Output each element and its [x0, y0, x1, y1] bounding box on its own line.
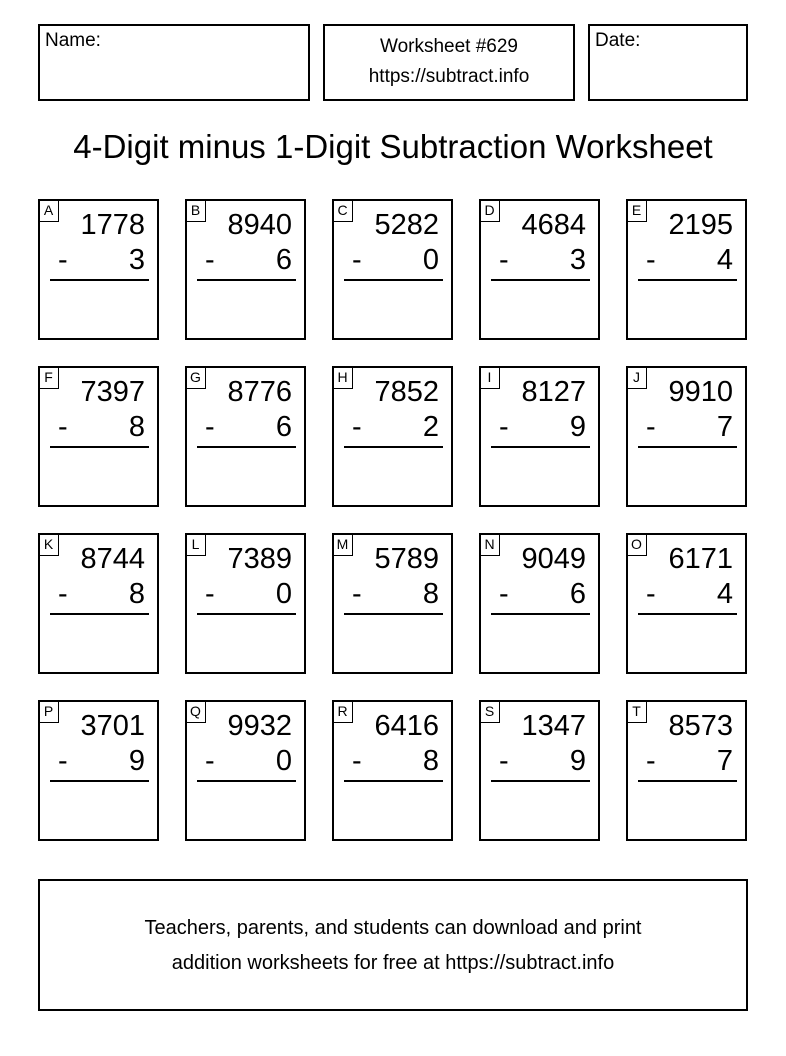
subtrahend: 4 [716, 244, 733, 276]
problem-card[interactable] [38, 700, 159, 841]
answer-line [197, 613, 296, 615]
footer-line-2: addition worksheets for free at https://subtract.info [171, 952, 615, 974]
problem-letter: Q [186, 701, 206, 723]
answer-line [344, 780, 443, 782]
answer-line [638, 780, 737, 782]
problem-letter: B [186, 200, 206, 222]
answer-line [197, 780, 296, 782]
minus-sign: - [499, 578, 509, 610]
answer-line [50, 446, 149, 448]
answer-line [50, 613, 149, 615]
minus-sign: - [58, 411, 68, 443]
minuend: 7389 [227, 543, 292, 575]
minuend: 1347 [521, 710, 586, 742]
problem-card[interactable] [332, 700, 453, 841]
minus-sign: - [646, 745, 656, 777]
problem-letter: N [480, 534, 500, 556]
subtrahend: 7 [716, 411, 733, 443]
date-field[interactable] [588, 24, 748, 101]
minus-sign: - [58, 745, 68, 777]
problem-letter: G [186, 367, 206, 389]
minus-sign: - [499, 244, 509, 276]
minus-sign: - [205, 745, 215, 777]
answer-line [491, 780, 590, 782]
subtrahend: 9 [128, 745, 145, 777]
minuend: 6171 [668, 543, 733, 575]
minuend: 3701 [80, 710, 145, 742]
problem-letter: J [627, 367, 647, 389]
subtrahend: 0 [275, 578, 292, 610]
problem-card[interactable] [38, 199, 159, 340]
minuend: 9932 [227, 710, 292, 742]
problem-letter: F [39, 367, 59, 389]
footer-line-1: Teachers, parents, and students can download and print [144, 917, 642, 939]
problem-letter: D [480, 200, 500, 222]
answer-line [638, 279, 737, 281]
minuend: 2195 [668, 209, 733, 241]
subtrahend: 6 [569, 578, 586, 610]
minuend: 7397 [80, 376, 145, 408]
subtrahend: 7 [716, 745, 733, 777]
problem-card[interactable] [626, 199, 747, 340]
date-label: Date: [595, 30, 641, 51]
problem-letter: I [480, 367, 500, 389]
minuend: 8573 [668, 710, 733, 742]
minus-sign: - [352, 411, 362, 443]
minuend: 8776 [227, 376, 292, 408]
problem-card[interactable] [332, 533, 453, 674]
minus-sign: - [646, 411, 656, 443]
problem-letter: P [39, 701, 59, 723]
subtrahend: 8 [128, 578, 145, 610]
problem-letter: T [627, 701, 647, 723]
minus-sign: - [205, 411, 215, 443]
answer-line [50, 279, 149, 281]
problem-card[interactable] [185, 366, 306, 507]
subtrahend: 6 [275, 411, 292, 443]
minus-sign: - [646, 244, 656, 276]
subtrahend: 4 [716, 578, 733, 610]
problem-card[interactable] [479, 366, 600, 507]
problem-card[interactable] [332, 199, 453, 340]
footer-note [38, 879, 748, 1011]
name-field[interactable] [38, 24, 310, 101]
minus-sign: - [646, 578, 656, 610]
minuend: 9910 [668, 376, 733, 408]
answer-line [344, 279, 443, 281]
page-title: 4-Digit minus 1-Digit Subtraction Worksheet [73, 128, 713, 165]
minus-sign: - [205, 578, 215, 610]
minuend: 4684 [521, 209, 586, 241]
subtrahend: 0 [275, 745, 292, 777]
problem-card[interactable] [38, 533, 159, 674]
worksheet-url: https://subtract.info [368, 66, 530, 87]
minus-sign: - [205, 244, 215, 276]
subtrahend: 2 [422, 411, 439, 443]
answer-line [491, 446, 590, 448]
minus-sign: - [352, 578, 362, 610]
problem-letter: L [186, 534, 206, 556]
minuend: 8127 [521, 376, 586, 408]
minus-sign: - [58, 244, 68, 276]
problem-letter: K [39, 534, 59, 556]
minus-sign: - [499, 411, 509, 443]
problem-card[interactable] [185, 533, 306, 674]
subtrahend: 3 [128, 244, 145, 276]
problem-card[interactable] [185, 700, 306, 841]
minuend: 8940 [227, 209, 292, 241]
problem-card[interactable] [479, 199, 600, 340]
answer-line [491, 613, 590, 615]
answer-line [638, 446, 737, 448]
problem-card[interactable] [479, 533, 600, 674]
answer-line [638, 613, 737, 615]
problem-letter: H [333, 367, 353, 389]
name-label: Name: [45, 30, 101, 51]
problem-letter: O [627, 534, 647, 556]
subtrahend: 8 [422, 745, 439, 777]
minuend: 6416 [374, 710, 439, 742]
subtrahend: 8 [422, 578, 439, 610]
subtrahend: 9 [569, 411, 586, 443]
problem-letter: A [39, 200, 59, 222]
minus-sign: - [499, 745, 509, 777]
problem-letter: E [627, 200, 647, 222]
worksheet-info-box [323, 24, 575, 101]
subtrahend: 0 [422, 244, 439, 276]
minuend: 5789 [374, 543, 439, 575]
problem-card[interactable] [38, 366, 159, 507]
minuend: 5282 [374, 209, 439, 241]
problem-letter: R [333, 701, 353, 723]
minuend: 7852 [374, 376, 439, 408]
problem-card[interactable] [626, 533, 747, 674]
problem-card[interactable] [479, 700, 600, 841]
problem-letter: S [480, 701, 500, 723]
problem-card[interactable] [626, 366, 747, 507]
answer-line [197, 446, 296, 448]
problem-letter: C [333, 200, 353, 222]
minus-sign: - [352, 745, 362, 777]
minuend: 8744 [80, 543, 145, 575]
answer-line [50, 780, 149, 782]
minus-sign: - [58, 578, 68, 610]
subtrahend: 6 [275, 244, 292, 276]
worksheet-number: Worksheet #629 [379, 36, 518, 57]
answer-line [197, 279, 296, 281]
subtrahend: 9 [569, 745, 586, 777]
problem-card[interactable] [332, 366, 453, 507]
problem-card[interactable] [185, 199, 306, 340]
answer-line [491, 279, 590, 281]
answer-line [344, 446, 443, 448]
minus-sign: - [352, 244, 362, 276]
subtrahend: 8 [128, 411, 145, 443]
minuend: 1778 [80, 209, 145, 241]
subtrahend: 3 [569, 244, 586, 276]
answer-line [344, 613, 443, 615]
minuend: 9049 [521, 543, 586, 575]
problem-card[interactable] [626, 700, 747, 841]
problem-letter: M [333, 534, 353, 556]
